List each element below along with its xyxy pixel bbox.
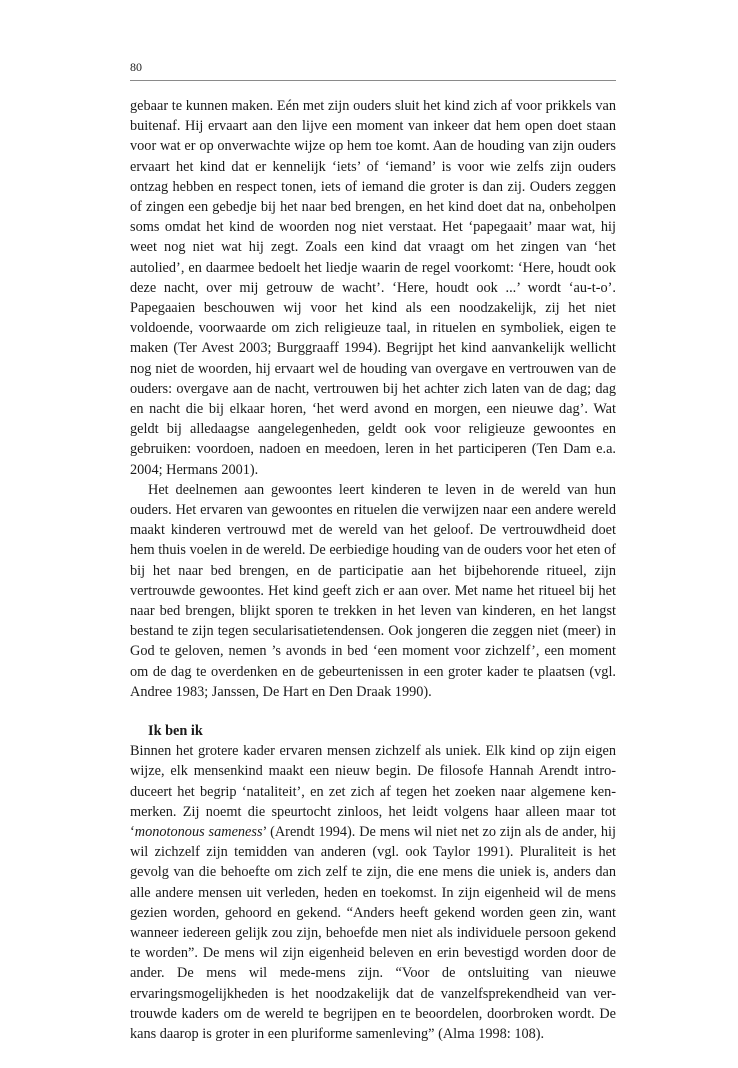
paragraph-2: Het deelnemen aan gewoontes leert kinderen te leven in de wereld van hun ouders. Het ervaren van gewoontes en rituelen die verwijzen naar een andere wereld maakt kinderen vertrouwd met de wereld van het geloof. De vertrouwdheid doet hem thuis voelen in de wereld. De eerbiedige houding van de ouders voor het eten of bij het naar bed brengen, en de participatie aan het bijbehorende ritueel, zijn vertrouwde gewoontes. Het kind geeft zich er aan over. Met name het ritueel bij het naar bed brengen, blijkt sporen te trekken in het leven van kinderen, en het langst bestand te zijn tegen secularisatietendensen. Ook jongeren die zeggen niet (meer) in God te geloven, nemen ’s avonds in bed ‘een moment voor zichzelf’, een moment om de dag te overdenken en de gebeurtenissen in een groter kader te plaatsen (vgl. Andree 1983; Janssen, De Hart en Den Draak 1990). — [130, 481, 616, 700]
paragraph-1: gebaar te kunnen maken. Eén met zijn ouders sluit het kind zich af voor prikkels van buitenaf. Hij ervaart aan den lijve een moment van inkeer dat hem open doet staan voor wat er op onverwachte wijze op hem toe komt. Aan de houding van zijn ouders ervaart het kind dat er kennelijk ‘iets’ of ‘iemand’ is voor wie zelfs zijn ouders ontzag hebben en respect tonen, iets of iemand die groter is dan zij. Ouders zeggen of zingen een gebedje bij het naar bed brengen, en het kind doet dat na, onbeholpen soms omdat het kind de woorden nog niet verstaat. Het ‘papegaait’ maar wat, hij weet nog niet wat hij zegt. Zoals een kind dat vraagt om het zingen van ‘het autolied’, en daarmee bedoelt het liedje waarin de regel voorkomt: ‘Here, houdt ook deze nacht, over mij getrouw de wacht’. ‘Here, houdt ook ...’ wordt ‘au-t-o’. Papegaaien beschouwen wij voor het kind als een noodzakelijk, zij het niet voldoende, voorwaarde om zich religieuze taal, in rituelen en symboliek, eigen te maken (Ter Avest 2003; Burggraaff 1994). Begrijpt het kind aanvankelijk wellicht nog niet de woorden, hij ervaart wel de houding van overgave en vertrouwen van de ouders: overgave aan de nacht, vertrouwen bij het achter zich laten van de dag; dag en nacht die bij elkaar horen, ‘het werd avond en morgen, een nieuwe dag’. Wat geldt bij alledaagse aangelegenheden, geldt ook voor religieuze gewoontes en gebruiken: voordoen, nadoen en meedoen, leren in het participeren (Ten Dam e.a. 2004; Hermans 2001). — [130, 98, 616, 478]
body-text — [130, 96, 616, 1044]
paragraph-3 — [130, 741, 616, 1044]
paragraph-3-part-2: ’ (Arendt 1994). De mens wil niet net zo zijn als de ander, hij wil zichzelf zijn temidden van anderen (vgl. ook Taylor 1991). Pluraliteit is het gevolg van die behoefte om zich zelf te zijn, die ene mens die uniek is, anders dan alle andere mensen uit verleden, heden en toekomst. In zijn eigenheid wil de mens gezien worden, gehoord en gekend. “Anders heeft gekend worden geen zin, want wanneer iedereen gelijk zou zijn, behoefde men niet als individuele persoon gekend te worden”. De mens wil zijn eigenheid beleven en erin bevestigd worden door de ander. De mens wil mede-mens zijn. “Voor de ontsluiting van nieuwe ervaringsmogelijkheden is het noodzakelijk dat de vanzelfsprekendheid van ver-trouwde kaders om de wereld te begrijpen en te beoordelen, doorbroken wordt. De kans daarop is groter in een pluriforme samenleving” (Alma 1998: 108). — [130, 823, 616, 1042]
paragraph-3-part-1: Binnen het grotere kader ervaren mensen zichzelf als uniek. Elk kind op zijn eigen wijze, elk mensenkind maakt een nieuw begin. De filosofe Hannah Arendt intro-duceert het begrip ‘nataliteit’, en zet zich af tegen het zoeken naar algemene ken-merken. Zij noemt die speurtocht zinloos, het leidt volgens haar alleen maar tot ‘ — [130, 743, 616, 840]
page-number: 80 — [130, 60, 142, 74]
section-heading: Ik ben ik — [148, 723, 203, 740]
paragraph-3-italic-phrase: monotonous sameness — [134, 823, 263, 840]
header-rule — [130, 80, 616, 81]
